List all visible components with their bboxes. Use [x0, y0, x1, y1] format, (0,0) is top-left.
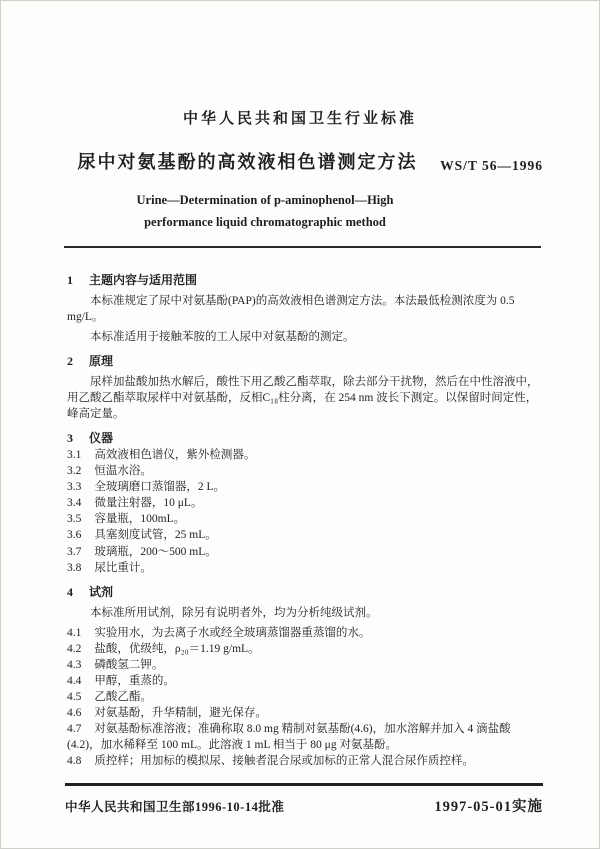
section-principle	[67, 353, 541, 422]
standard-number: WS/T 56—1996	[440, 158, 543, 173]
item-text: 乙酸乙酯。	[94, 690, 152, 703]
section-number: 1	[67, 273, 73, 287]
list-item	[67, 527, 541, 543]
list-item	[67, 689, 541, 705]
item-text: 具塞刻度试管，25 mL。	[94, 529, 217, 542]
item-number: 3.7	[67, 545, 82, 558]
section-heading	[67, 272, 541, 289]
item-text: 尿比重计。	[94, 561, 152, 574]
item-number: 4.5	[67, 690, 82, 703]
item-number: 3.8	[67, 561, 82, 574]
english-title	[1, 189, 599, 233]
approval-text: 中华人民共和国卫生部1996-10-14批准	[65, 800, 285, 814]
item-text: 磷酸氢二钾。	[94, 658, 164, 671]
item-text: 高效液相色谱仪，紫外检测器。	[94, 448, 256, 461]
english-title-line1: Urine—Determination of p-aminophenol—High	[136, 193, 394, 207]
list-item	[67, 479, 541, 495]
item-number: 4.2	[67, 642, 82, 655]
item-number: 3.2	[67, 465, 82, 478]
item-number: 3.6	[67, 529, 82, 542]
item-text: 实验用水，为去离子水或经全玻璃蒸馏器重蒸馏的水。	[94, 626, 371, 639]
item-text: 盐酸，优级纯，ρ₂₀＝1.19 g/mL。	[94, 642, 260, 655]
section-heading	[67, 353, 541, 370]
section-title: 主题内容与适用范围	[89, 273, 198, 287]
list-item	[67, 641, 541, 657]
item-number: 4.3	[67, 658, 82, 671]
item-text: 质控样；用加标的模拟尿、接触者混合尿或加标的正常人混合尿作质控样。	[94, 755, 474, 768]
item-number: 4.7	[67, 723, 82, 736]
list-item	[67, 705, 541, 721]
item-text: 恒温水浴。	[94, 465, 152, 478]
item-text: 对氨基酚，升华精制，避光保存。	[94, 707, 267, 720]
list-item	[67, 560, 541, 576]
section-title: 仪器	[89, 431, 114, 446]
item-number: 3.4	[67, 497, 82, 510]
section-heading	[67, 430, 541, 447]
item-number: 4.1	[67, 626, 82, 639]
list-item	[67, 625, 541, 641]
item-text: 容量瓶，100mL。	[94, 513, 186, 526]
item-number: 4.4	[67, 674, 82, 687]
paragraph: 本标准规定了尿中对氨基酚(PAP)的高效液相色谱测定方法。本法最低检测浓度为 0.5 mg/L。	[67, 294, 515, 323]
item-number: 3.5	[67, 513, 82, 526]
item-number: 3.3	[67, 481, 82, 494]
section-number: 2	[67, 354, 73, 369]
section-scope	[67, 272, 541, 345]
list-item	[67, 753, 541, 769]
list-item	[67, 657, 541, 673]
item-text: 全玻璃磨口蒸馏器，2 L。	[94, 481, 226, 494]
document-footer	[1, 783, 599, 816]
section-title: 试剂	[89, 584, 114, 599]
document-body	[1, 248, 599, 769]
list-item	[67, 673, 541, 689]
section-heading	[67, 584, 541, 601]
english-title-line2: performance liquid chromatographic method	[144, 215, 386, 229]
footer-row	[65, 795, 543, 816]
item-text: 甲醇，重蒸的。	[94, 674, 175, 687]
list-item	[67, 544, 541, 560]
list-item	[67, 447, 541, 463]
item-number: 3.1	[67, 448, 82, 461]
list-item	[67, 463, 541, 479]
item-number: 4.8	[67, 755, 82, 768]
title-row	[1, 148, 599, 174]
item-text: 玻璃瓶，200～500 mL。	[94, 545, 217, 558]
document-title: 尿中对氨基酚的高效液相色谱测定方法	[77, 152, 418, 172]
section-reagents	[67, 584, 541, 770]
section-title: 原理	[89, 354, 114, 369]
paragraph: 尿样加盐酸加热水解后，酸性下用乙酸乙酯萃取，除去部分干扰物，然后在中性溶液中，用乙酸乙酯萃取尿样中对氨基酚，反相C₁₈柱分离，在 254 nm 波长下测定。以保留时间定性，峰高定量。	[67, 375, 539, 421]
item-text: 对氨基酚标准溶液；准确称取 8.0 mg 精制对氨基酚(4.6)，加水溶解并加入 4 滴盐酸(4.2)，加水稀释至 100 mL。此溶液 1 mL 相当于 80 μg 对氨基酚。	[67, 723, 511, 752]
list-item	[67, 721, 541, 753]
footer-divider	[65, 783, 543, 786]
paragraph: 本标准所用试剂，除另有说明者外，均为分析纯级试剂。	[90, 606, 378, 619]
standard-category-label: 中华人民共和国卫生行业标准	[182, 111, 417, 127]
paragraph: 本标准适用于接触苯胺的工人尿中对氨基酚的测定。	[90, 330, 355, 343]
section-number: 3	[67, 431, 73, 446]
list-item	[67, 511, 541, 527]
section-apparatus	[67, 430, 541, 576]
implementation-date: 1997-05-01实施	[434, 799, 543, 815]
list-item	[67, 495, 541, 511]
item-text: 微量注射器，10 μL。	[94, 497, 203, 510]
item-number: 4.6	[67, 707, 82, 720]
section-number: 4	[67, 584, 73, 599]
